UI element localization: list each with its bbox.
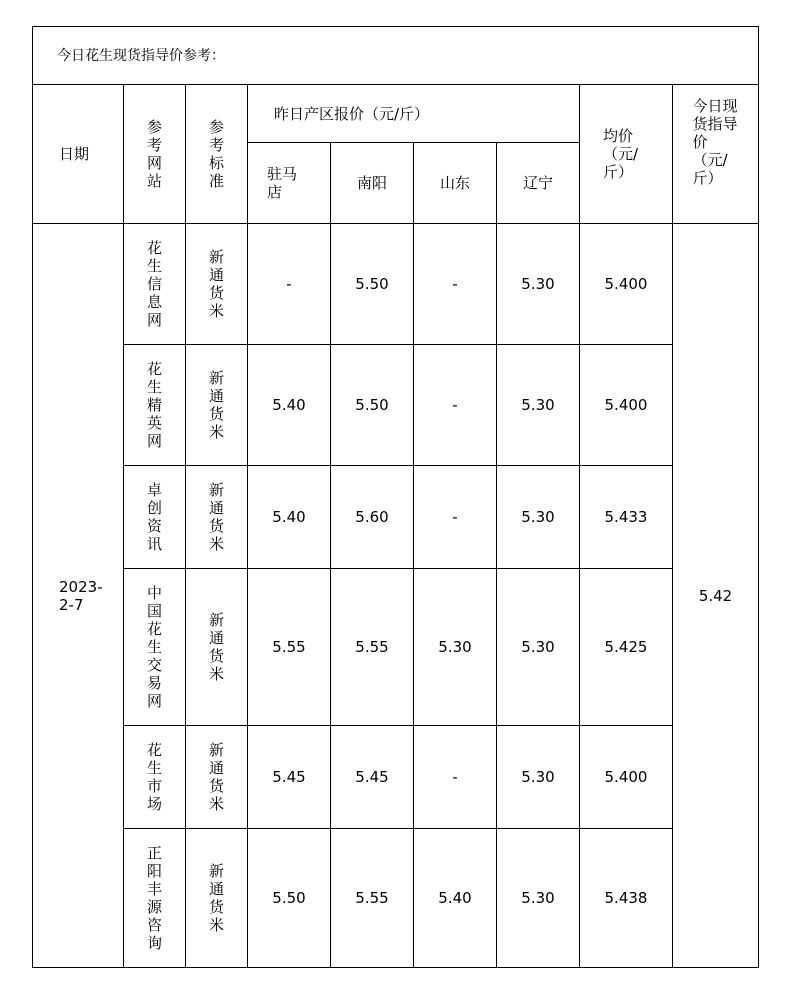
header-today: 今日现货指导价（元/斤） — [673, 85, 759, 224]
site-cell: 花生市场 — [124, 726, 186, 829]
table-row — [33, 345, 759, 466]
zhumadian-cell: 5.55 — [248, 569, 331, 726]
header-avg: 均价（元/斤） — [580, 85, 673, 224]
table-row — [33, 466, 759, 569]
standard-cell: 新通货米 — [186, 569, 248, 726]
header-standard: 参考标准 — [186, 85, 248, 224]
shandong-cell: - — [414, 466, 497, 569]
liaoning-cell: 5.30 — [497, 466, 580, 569]
avg-cell: 5.400 — [580, 345, 673, 466]
site-cell: 花生精英网 — [124, 345, 186, 466]
header-site: 参考网站 — [124, 85, 186, 224]
header-region-zhumadian: 驻马店 — [248, 143, 331, 224]
liaoning-cell: 5.30 — [497, 829, 580, 968]
standard-cell: 新通货米 — [186, 345, 248, 466]
avg-cell: 5.425 — [580, 569, 673, 726]
nanyang-cell: 5.50 — [331, 345, 414, 466]
nanyang-cell: 5.50 — [331, 224, 414, 345]
nanyang-cell: 5.45 — [331, 726, 414, 829]
standard-cell: 新通货米 — [186, 466, 248, 569]
table-row — [33, 569, 759, 726]
site-cell: 正阳丰源咨询 — [124, 829, 186, 968]
avg-cell: 5.400 — [580, 726, 673, 829]
shandong-cell: 5.40 — [414, 829, 497, 968]
zhumadian-cell: - — [248, 224, 331, 345]
table-row — [33, 224, 759, 345]
header-region-liaoning: 辽宁 — [497, 143, 580, 224]
standard-cell: 新通货米 — [186, 224, 248, 345]
nanyang-cell: 5.55 — [331, 569, 414, 726]
header-region-shandong: 山东 — [414, 143, 497, 224]
site-cell: 中国花生交易网 — [124, 569, 186, 726]
table-row — [33, 726, 759, 829]
avg-cell: 5.438 — [580, 829, 673, 968]
shandong-cell: - — [414, 726, 497, 829]
liaoning-cell: 5.30 — [497, 726, 580, 829]
header-region-group: 昨日产区报价（元/斤） — [248, 85, 580, 143]
site-cell: 花生信息网 — [124, 224, 186, 345]
avg-cell: 5.400 — [580, 224, 673, 345]
standard-cell: 新通货米 — [186, 829, 248, 968]
price-table — [32, 26, 759, 968]
zhumadian-cell: 5.45 — [248, 726, 331, 829]
table-row — [33, 829, 759, 968]
header-region-nanyang: 南阳 — [331, 143, 414, 224]
zhumadian-cell: 5.40 — [248, 466, 331, 569]
today-price-cell: 5.42 — [673, 224, 759, 968]
shandong-cell: 5.30 — [414, 569, 497, 726]
liaoning-cell: 5.30 — [497, 345, 580, 466]
nanyang-cell: 5.55 — [331, 829, 414, 968]
table-title: 今日花生现货指导价参考： — [33, 27, 759, 85]
shandong-cell: - — [414, 224, 497, 345]
header-date: 日期 — [33, 85, 124, 224]
liaoning-cell: 5.30 — [497, 224, 580, 345]
zhumadian-cell: 5.40 — [248, 345, 331, 466]
date-cell: 2023-2-7 — [33, 224, 124, 968]
nanyang-cell: 5.60 — [331, 466, 414, 569]
shandong-cell: - — [414, 345, 497, 466]
standard-cell: 新通货米 — [186, 726, 248, 829]
avg-cell: 5.433 — [580, 466, 673, 569]
liaoning-cell: 5.30 — [497, 569, 580, 726]
site-cell: 卓创资讯 — [124, 466, 186, 569]
zhumadian-cell: 5.50 — [248, 829, 331, 968]
